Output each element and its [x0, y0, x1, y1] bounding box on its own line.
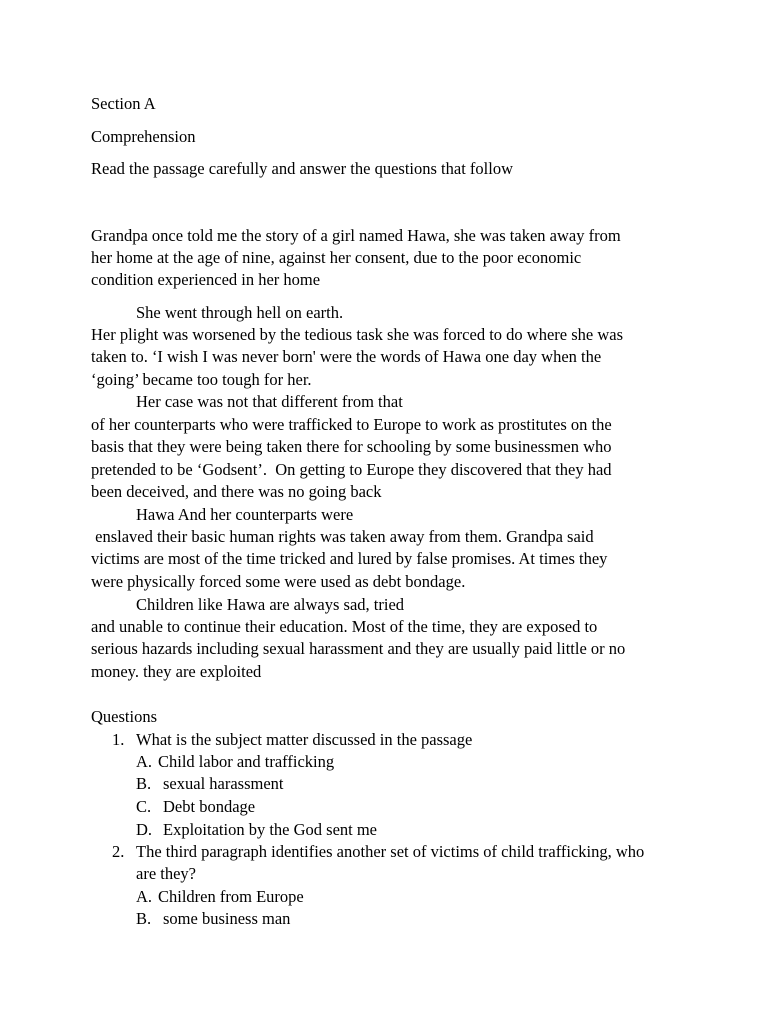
passage-line: Grandpa once told me the story of a girl named Hawa, she was taken away from	[91, 226, 621, 245]
option-text: Exploitation by the God sent me	[163, 820, 378, 839]
questions-heading: Questions	[91, 707, 157, 726]
passage-line: pretended to be ‘Godsent’. On getting to Europe they discovered that they had	[91, 460, 612, 479]
passage-line: her home at the age of nine, against her consent, due to the poor economic	[91, 248, 582, 267]
option-letter: A.	[136, 887, 153, 906]
passage-line: basis that they were being taken there for schooling by some businessmen who	[91, 437, 612, 456]
passage-line: Her case was not that different from that	[136, 392, 403, 411]
option-letter: A.	[136, 752, 153, 771]
passage-line: of her counterparts who were trafficked to Europe to work as prostitutes on the	[91, 415, 612, 434]
question-text: What is the subject matter discussed in the passage	[136, 730, 473, 749]
passage-line: serious hazards including sexual harassment and they are usually paid little or no	[91, 639, 626, 658]
passage-line: enslaved their basic human rights was taken away from them. Grandpa said	[91, 527, 594, 546]
passage-line: She went through hell on earth.	[136, 303, 344, 322]
passage-line: were physically forced some were used as debt bondage.	[91, 572, 466, 591]
option-letter: C.	[136, 797, 152, 816]
passage-line: been deceived, and there was no going back	[91, 482, 382, 501]
question-number: 1.	[112, 730, 125, 749]
option-text: sexual harassment	[163, 774, 284, 793]
section-heading: Section A	[91, 94, 156, 113]
passage-line: Children like Hawa are always sad, tried	[136, 595, 405, 614]
option-text: some business man	[163, 909, 291, 928]
passage-line: Her plight was worsened by the tedious task she was forced to do where she was	[91, 325, 623, 344]
question-text: The third paragraph identifies another set of victims of child trafficking, who	[136, 842, 645, 861]
page-title: Comprehension	[91, 127, 196, 146]
passage-line: taken to. ‘I wish I was never born' were the words of Hawa one day when the	[91, 347, 602, 366]
option-text: Children from Europe	[158, 887, 304, 906]
passage-line: victims are most of the time tricked and lured by false promises. At times they	[91, 549, 608, 568]
passage-line: and unable to continue their education. Most of the time, they are exposed to	[91, 617, 598, 636]
passage-line: ‘going’ became too tough for her.	[91, 370, 312, 389]
option-text: Debt bondage	[163, 797, 256, 816]
passage-line: Hawa And her counterparts were	[136, 505, 354, 524]
passage-line: money. they are exploited	[91, 662, 262, 681]
option-letter: B.	[136, 909, 152, 928]
instructions: Read the passage carefully and answer the questions that follow	[91, 159, 513, 178]
option-letter: D.	[136, 820, 153, 839]
option-text: Child labor and trafficking	[158, 752, 335, 771]
question-text: are they?	[136, 864, 196, 883]
option-letter: B.	[136, 774, 152, 793]
passage-line: condition experienced in her home	[91, 270, 321, 289]
question-number: 2.	[112, 842, 125, 861]
